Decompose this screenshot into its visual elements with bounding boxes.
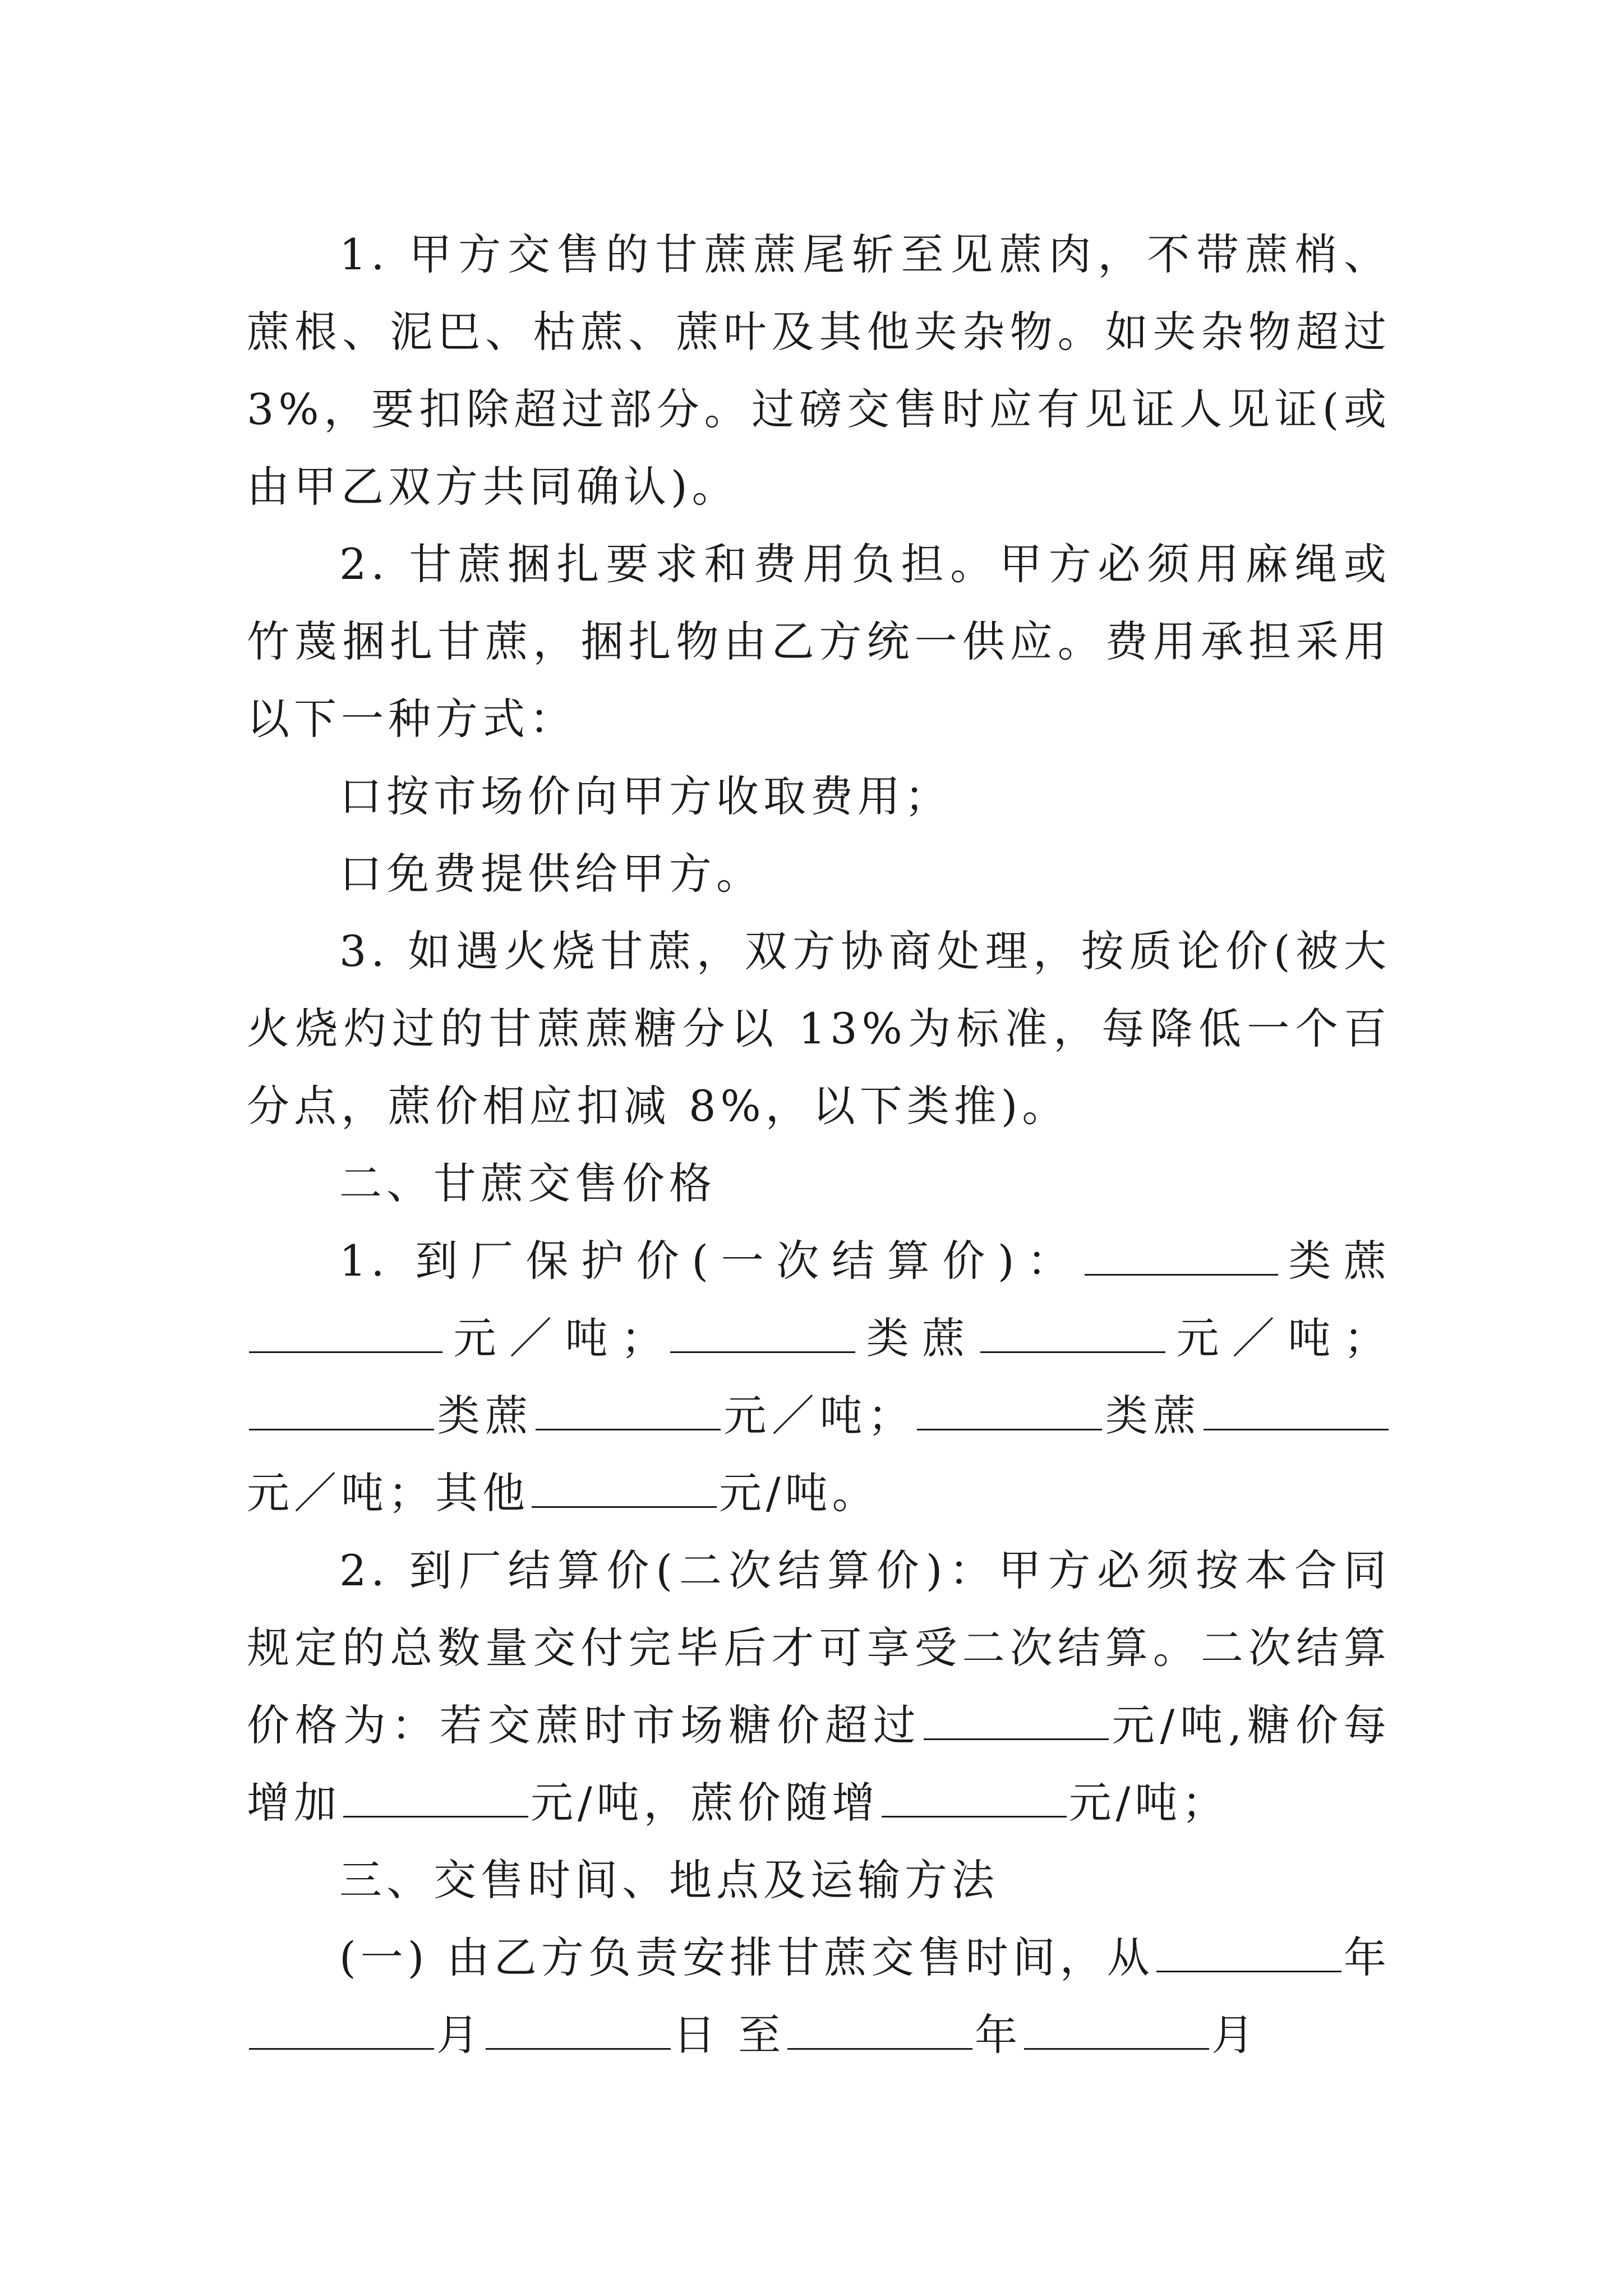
- blank-field[interactable]: [787, 2014, 972, 2050]
- unit-label: 元／吨；: [247, 1468, 435, 1518]
- blank-field[interactable]: [924, 1705, 1109, 1740]
- delivery-time-lead: (一) 由乙方负责安排甘蔗交售时间，从: [339, 1932, 1154, 1982]
- blank-field[interactable]: [536, 1395, 721, 1430]
- cane-class-label: 类蔗: [1280, 1236, 1391, 1286]
- price-item-2-end: 元/吨；: [1068, 1778, 1229, 1828]
- blank-field[interactable]: [917, 1395, 1102, 1430]
- blank-field[interactable]: [343, 1782, 528, 1818]
- price-item-2: [247, 1532, 1391, 1842]
- cane-class-label: 类蔗: [857, 1313, 978, 1363]
- unit-label: 元／吨；: [445, 1313, 668, 1363]
- month-label: 月: [1211, 2010, 1259, 2060]
- blank-field[interactable]: [670, 1318, 855, 1353]
- day-to-label: 日 至: [673, 2010, 786, 2060]
- clause-item-3: 3. 如遇火烧甘蔗，双方协商处理，按质论价(被大火烧灼过的甘蔗蔗糖分以 13%为标准，每降低一个百分点，蔗价相应扣减 8%，以下类推)。: [247, 926, 1391, 1131]
- delivery-time-item: [247, 1919, 1391, 2074]
- blank-field[interactable]: [249, 1318, 442, 1353]
- price-item-2-text: 2. 到厂结算价(二次结算价)：甲方必须按本合同规定的总数量交付完毕后才可享受二次结算。二次结算价格为：若交蔗时市场糖价超过: [247, 1545, 1391, 1750]
- unit-label: 元／吨；: [1167, 1313, 1391, 1363]
- year-label: 年: [975, 2010, 1022, 2060]
- clause-item-2: 2. 甘蔗捆扎要求和费用负担。甲方必须用麻绳或竹蔑捆扎甘蔗，捆扎物由乙方统一供应。费用承担采用以下一种方式：: [247, 539, 1391, 744]
- section-3-heading: 三、交售时间、地点及运输方法: [339, 1855, 999, 1905]
- option-market-price: 口按市场价向甲方收取费用；: [339, 771, 952, 821]
- unit-end-label: 元/吨。: [719, 1468, 879, 1518]
- blank-field[interactable]: [249, 1395, 434, 1430]
- option-free-supply: 口免费提供给甲方。: [339, 849, 763, 899]
- other-label: 其他: [435, 1468, 529, 1518]
- price-item-1: [247, 1222, 1391, 1532]
- blank-field[interactable]: [532, 1473, 717, 1508]
- blank-field[interactable]: [980, 1318, 1165, 1353]
- clause-item-1: 1. 甲方交售的甘蔗蔗尾斩至见蔗肉，不带蔗梢、蔗根、泥巴、枯蔗、蔗叶及其他夹杂物。如夹杂物超过 3%，要扣除超过部分。过磅交售时应有见证人见证(或由甲乙双方共同确认)。: [247, 229, 1391, 512]
- price-item-2-mid2: 元/吨，蔗价随增: [531, 1778, 879, 1828]
- blank-field[interactable]: [486, 2014, 671, 2050]
- cane-class-label: 类蔗: [1104, 1391, 1202, 1441]
- blank-field[interactable]: [882, 1782, 1067, 1818]
- cane-class-label: 类蔗: [436, 1391, 533, 1441]
- blank-field[interactable]: [1024, 2014, 1209, 2050]
- price-item-2-mid1: 元/吨,糖价每增加: [247, 1700, 1391, 1828]
- blank-field[interactable]: [1204, 1395, 1389, 1430]
- price-item-1-lead: 1. 到厂保护价(一次结算价)：: [339, 1236, 1082, 1286]
- month-label: 月: [436, 2010, 483, 2060]
- year-label: 年: [1343, 1932, 1391, 1982]
- blank-field[interactable]: [249, 2014, 434, 2050]
- blank-field[interactable]: [1085, 1240, 1278, 1276]
- unit-label: 元／吨；: [722, 1391, 915, 1441]
- document-page: [247, 216, 1391, 2074]
- section-2-heading: 二、甘蔗交售价格: [339, 1158, 716, 1208]
- blank-field[interactable]: [1156, 1937, 1341, 1972]
